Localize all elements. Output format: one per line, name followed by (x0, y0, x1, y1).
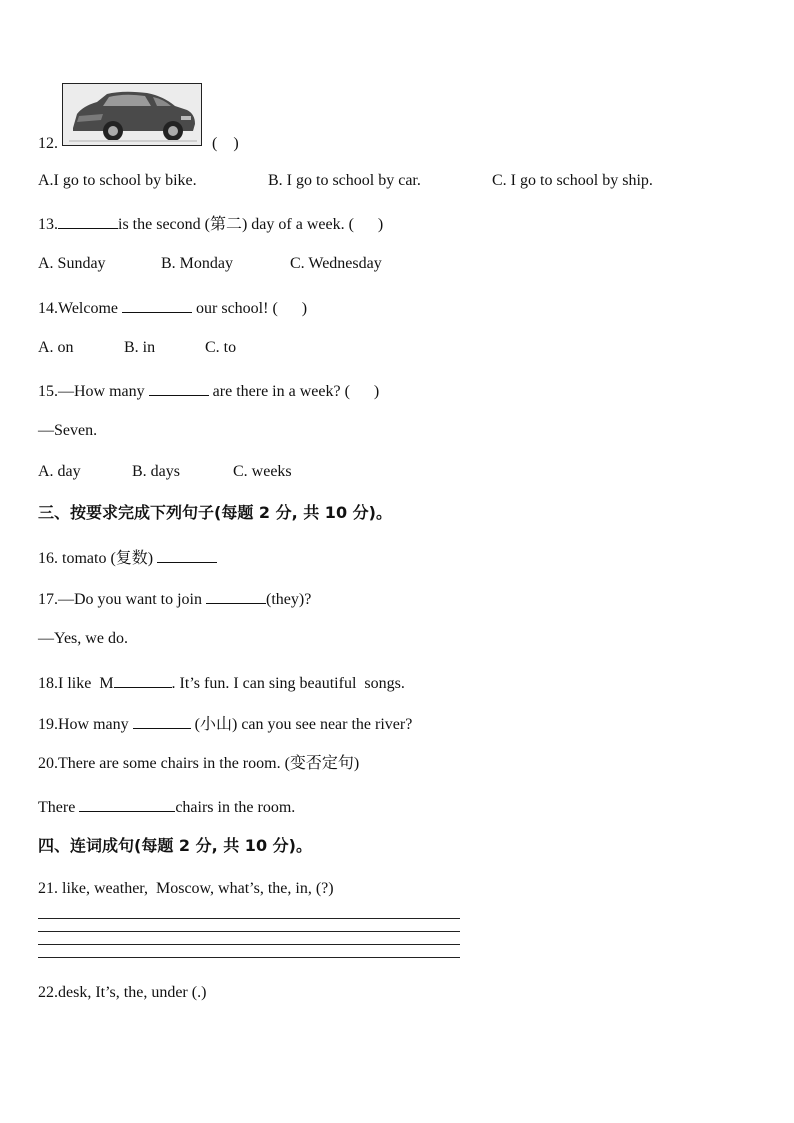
q18-pre: I like M (58, 675, 114, 692)
q15-number: 15. (38, 383, 58, 400)
q18-line (38, 671, 405, 694)
q15-pre: —How many (58, 383, 149, 400)
q12-option-c: C. I go to school by ship. (492, 172, 653, 189)
car-picture (62, 83, 202, 146)
q22-text: desk, It’s, the, under (.) (58, 984, 207, 1001)
q21-text: like, weather, Moscow, what’s, the, in, (?) (58, 880, 334, 897)
q21-line (38, 879, 334, 899)
q21-answer-rule[interactable] (38, 918, 460, 919)
q14-blank[interactable] (122, 296, 192, 313)
q12-option-b: B. I go to school by car. (268, 172, 421, 189)
q20-blank[interactable] (79, 795, 175, 812)
q21-answer-rule[interactable] (38, 944, 460, 945)
q15-answer: —Seven. (38, 422, 98, 439)
q13-option-c: C. Wednesday (290, 255, 382, 272)
car-icon (63, 84, 202, 146)
q22-number: 22. (38, 984, 58, 1001)
q14-pre: Welcome (58, 300, 123, 317)
q12-line (38, 134, 58, 154)
q14-option-a: A. on (38, 339, 74, 356)
q17-post: (they)? (266, 591, 312, 608)
q20-pre: There (38, 799, 80, 816)
q17-line (38, 587, 311, 610)
q19-post: (小山) can you see near the river? (190, 716, 413, 733)
q15-post: are there in a week? ( ) (208, 383, 380, 400)
section-3-heading: 三、按要求完成下列句子(每题 2 分, 共 10 分)。 (38, 503, 392, 522)
q12-option-a: A.I go to school by bike. (38, 172, 197, 189)
q21-answer-rule[interactable] (38, 931, 460, 932)
q17-number: 17. (38, 591, 58, 608)
q13-option-a: A. Sunday (38, 255, 106, 272)
q21-number: 21. (38, 880, 58, 897)
q12-answer-paren: ( ) (212, 135, 239, 152)
q19-line (38, 712, 412, 735)
q17-pre: —Do you want to join (58, 591, 206, 608)
q18-blank[interactable] (114, 671, 172, 688)
q16-number: 16. (38, 550, 58, 567)
q20-text: There are some chairs in the room. (变否定句) (58, 755, 360, 772)
q18-number: 18. (38, 675, 58, 692)
q15-option-a: A. day (38, 463, 81, 480)
q12-number: 12. (38, 135, 58, 152)
q20-post: chairs in the room. (175, 799, 296, 816)
q22-line (38, 983, 206, 1003)
q18-post: . It’s fun. I can sing beautiful songs. (171, 675, 405, 692)
q17-blank[interactable] (206, 587, 266, 604)
q15-blank[interactable] (149, 379, 209, 396)
q14-number: 14. (38, 300, 58, 317)
section-4-heading: 四、连词成句(每题 2 分, 共 10 分)。 (38, 836, 312, 855)
q13-line (38, 212, 383, 235)
q13-text: is the second (第二) day of a week. ( ) (118, 216, 384, 233)
q13-option-b: B. Monday (161, 255, 233, 272)
q17-answer: —Yes, we do. (38, 630, 128, 647)
q13-number: 13. (38, 216, 58, 233)
q19-number: 19. (38, 716, 58, 733)
q19-pre: How many (58, 716, 133, 733)
q15-option-b: B. days (132, 463, 180, 480)
q15-option-c: C. weeks (233, 463, 292, 480)
q16-line (38, 546, 217, 569)
q16-blank[interactable] (157, 546, 217, 563)
q20-line (38, 754, 359, 774)
q14-option-c: C. to (205, 339, 237, 356)
q14-line (38, 296, 307, 319)
q13-blank[interactable] (58, 212, 118, 229)
q15-line (38, 379, 379, 402)
q20-number: 20. (38, 755, 58, 772)
q19-blank[interactable] (133, 712, 191, 729)
q16-text: tomato (复数) (58, 550, 158, 567)
q20-answer-line (38, 795, 295, 818)
q14-post: our school! ( ) (192, 300, 308, 317)
q21-answer-rule[interactable] (38, 957, 460, 958)
q14-option-b: B. in (124, 339, 156, 356)
